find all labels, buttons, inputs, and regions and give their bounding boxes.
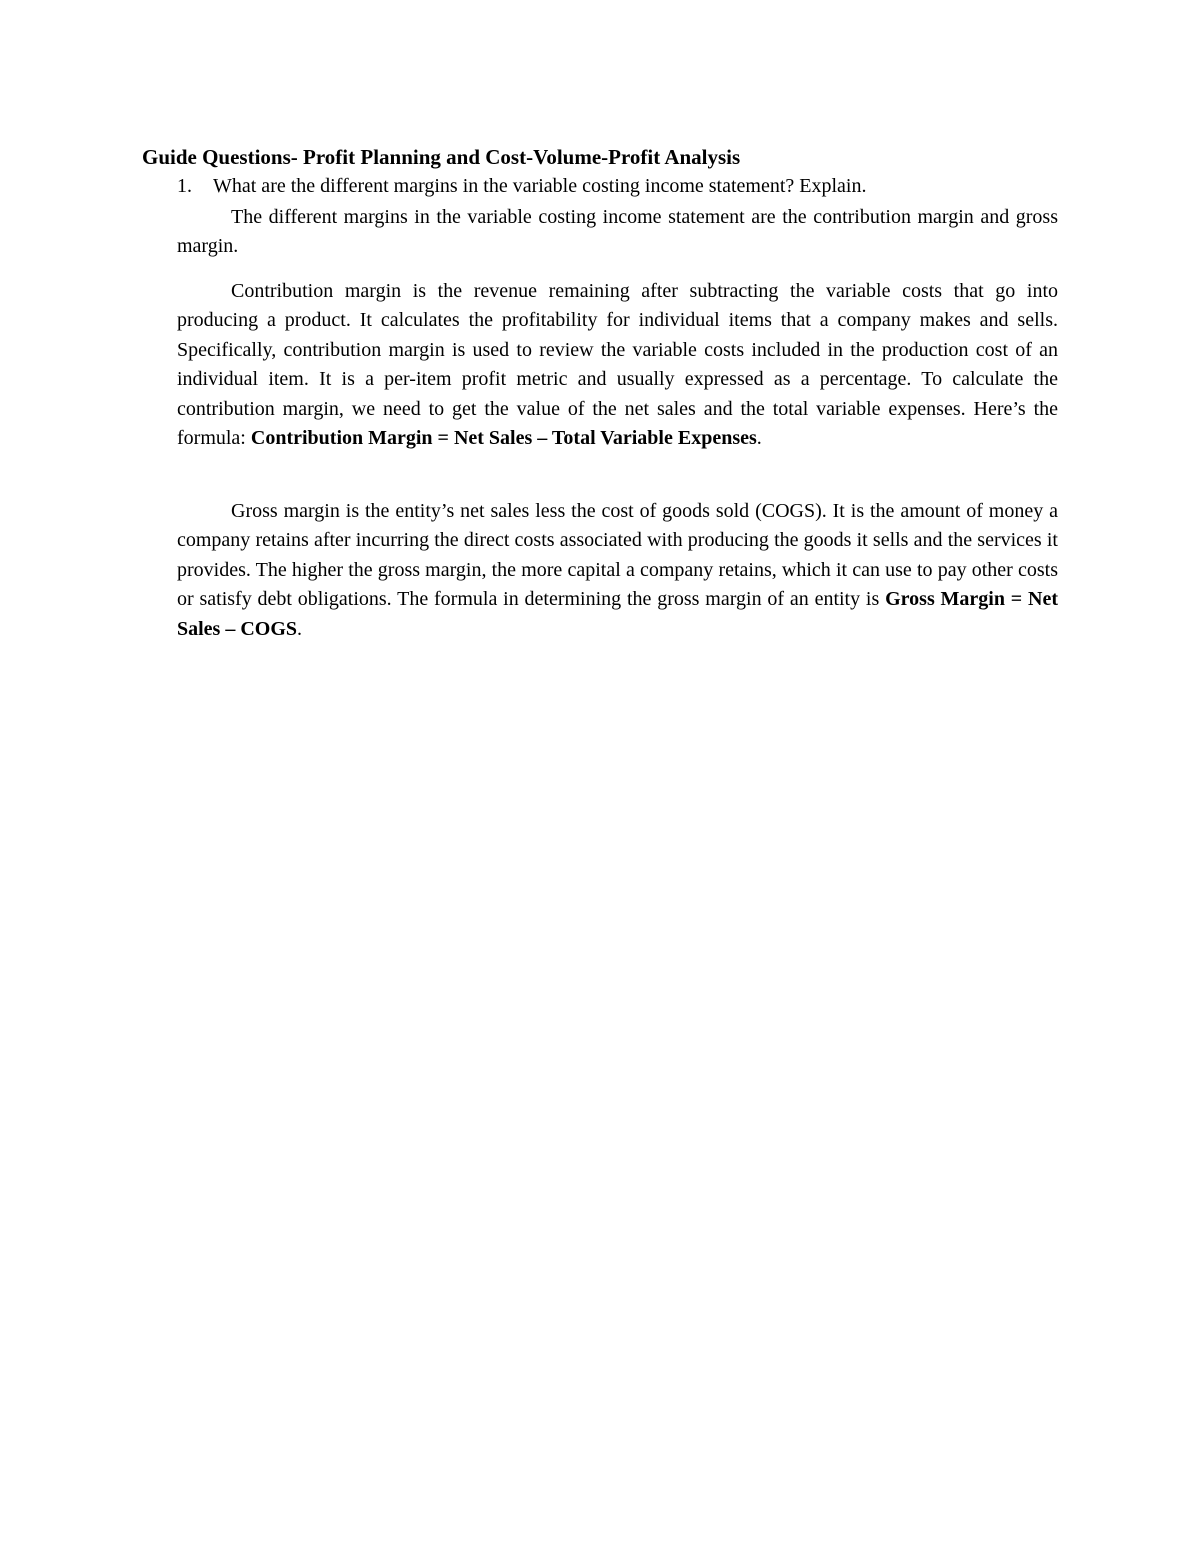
question-text: What are the different margins in the variable costing income statement? Explain. — [213, 175, 867, 197]
gross-margin-text: Gross margin is the entity’s net sales less the cost of goods sold (COGS). It is the amount of money a company retains after incurring the direct costs associated with producing the goods it sells and the services it provides. The higher the gross margin, the more capital a company retains, which it can use to pay other costs or satisfy debt obligations. The formula in determining the gross margin of an entity is — [177, 500, 1058, 611]
contribution-margin-formula: Contribution Margin = Net Sales – Total Variable Expenses — [250, 427, 757, 450]
document-title: Guide Questions- Profit Planning and Cost-Volume-Profit Analysis — [142, 145, 741, 169]
answer-paragraph-contribution-margin — [177, 277, 1058, 453]
gross-margin-period: . — [297, 617, 303, 640]
contribution-margin-period: . — [756, 427, 762, 450]
gross-margin-formula: Gross Margin = Net Sales – COGS — [177, 588, 1058, 640]
answer-paragraph-gross-margin — [177, 497, 1058, 644]
answer-paragraph-margins: The different margins in the variable costing income statement are the contribution margin and gross margin. — [177, 206, 1058, 258]
contribution-margin-text: Contribution margin is the revenue remaining after subtracting the variable costs that go into producing a product. It calculates the profitability for individual items that a company makes and sells. Specifically, contribution margin is used to review the variable costs included in the production cost of an individual item. It is a per-item profit metric and usually expressed as a percentage. To calculate the contribution margin, we need to get the value of the net sales and the total variable expenses. Here’s the formula: — [177, 280, 1058, 450]
question-number: 1. — [177, 175, 192, 197]
